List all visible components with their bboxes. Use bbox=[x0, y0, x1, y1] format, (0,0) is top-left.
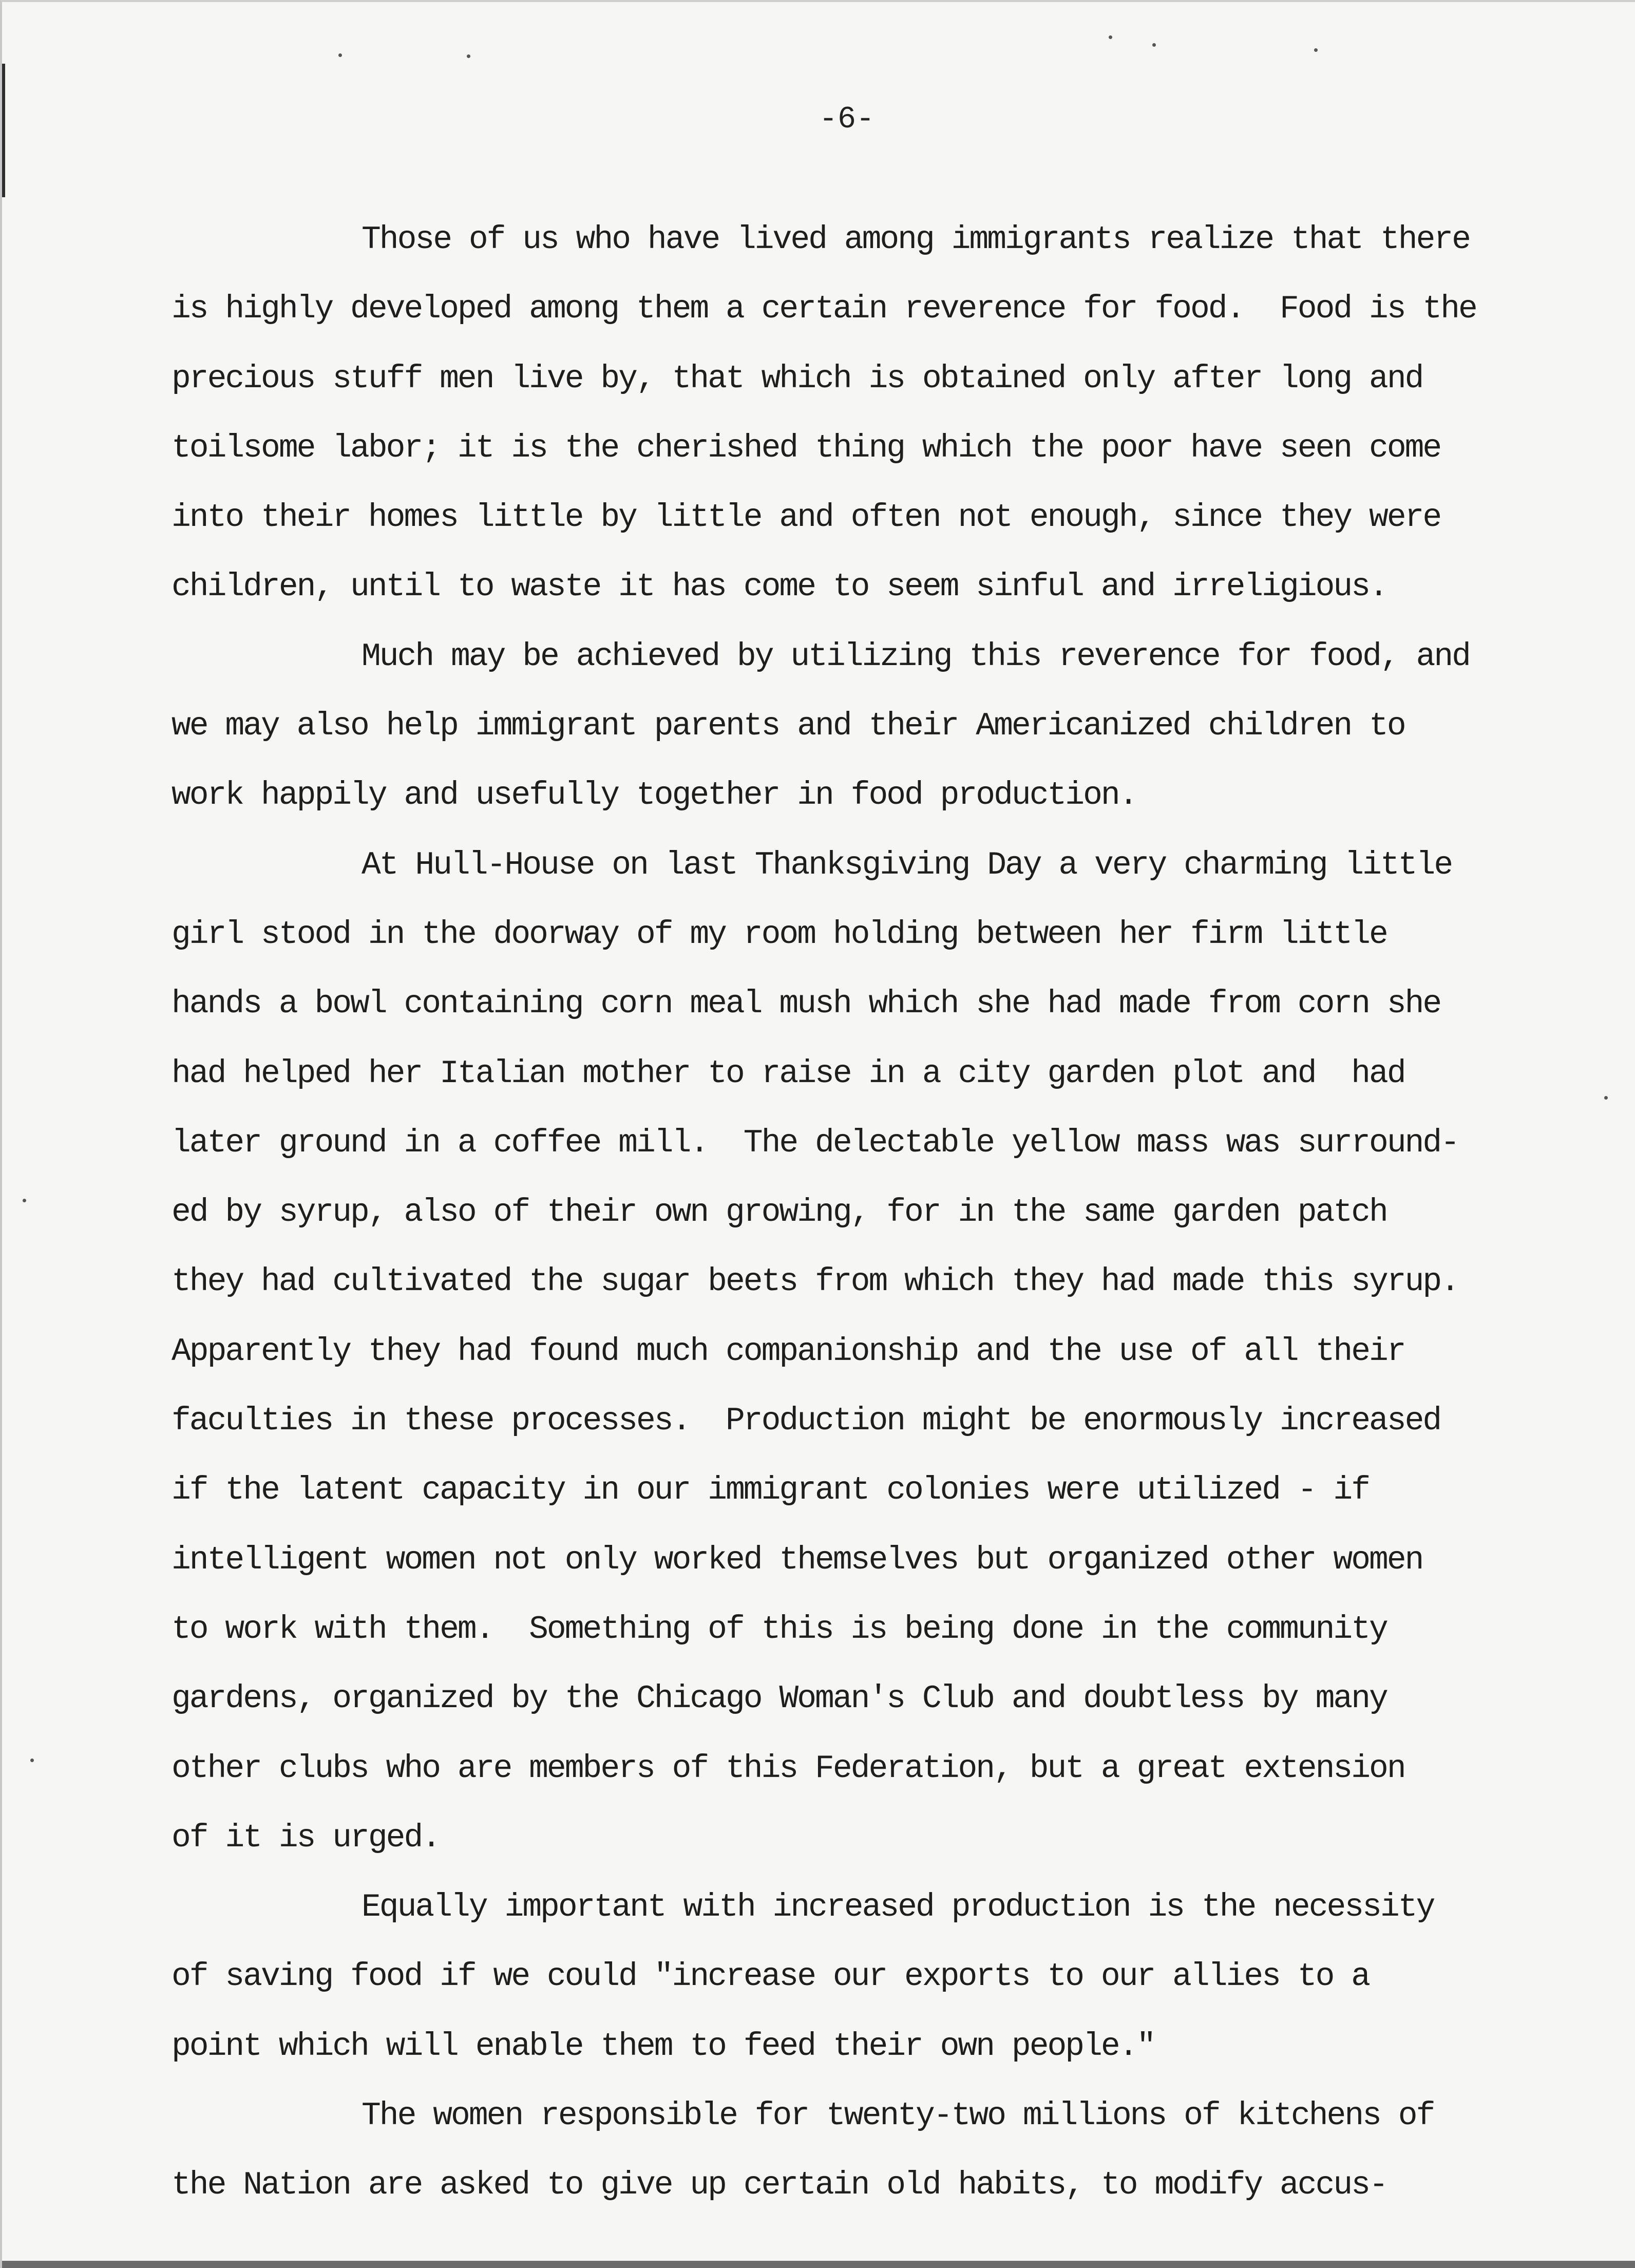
body-text bbox=[172, 205, 1594, 2220]
page-number: -6- bbox=[819, 102, 875, 137]
text-line: Those of us who have lived among immigrants realize that there bbox=[362, 221, 1470, 258]
text-line: girl stood in the doorway of my room holding between her firm little bbox=[172, 916, 1387, 953]
text-line: gardens, organized by the Chicago Woman's Club and doubtless by many bbox=[172, 1680, 1387, 1717]
text-line: they had cultivated the sugar beets from which they had made this syrup. bbox=[172, 1263, 1459, 1300]
scan-speck bbox=[1314, 48, 1318, 52]
text-line: of saving food if we could "increase our exports to our allies to a bbox=[172, 1958, 1370, 1995]
text-line: children, until to waste it has come to seem sinful and irreligious. bbox=[172, 569, 1387, 606]
text-line: to work with them. Something of this is being done in the community bbox=[172, 1611, 1387, 1648]
text-line: the Nation are asked to give up certain old habits, to modify accus- bbox=[172, 2167, 1387, 2204]
scan-bottom-border bbox=[2, 2261, 1635, 2268]
scan-speck bbox=[467, 54, 470, 58]
text-line: intelligent women not only worked themselves but organized other women bbox=[172, 1541, 1423, 1578]
scan-edge-shadow bbox=[2, 64, 5, 197]
text-line: into their homes little by little and often not enough, since they were bbox=[172, 499, 1441, 536]
text-line: toilsome labor; it is the cherished thing which the poor have seen come bbox=[172, 429, 1441, 466]
text-line: The women responsible for twenty-two millions of kitchens of bbox=[362, 2097, 1434, 2134]
text-line: other clubs who are members of this Federation, but a great extension bbox=[172, 1750, 1405, 1787]
text-line: if the latent capacity in our immigrant colonies were utilized - if bbox=[172, 1472, 1370, 1509]
text-line: later ground in a coffee mill. The delectable yellow mass was surround- bbox=[172, 1124, 1459, 1161]
text-line: point which will enable them to feed their own people." bbox=[172, 2028, 1155, 2065]
text-line: work happily and usefully together in food production. bbox=[172, 777, 1137, 814]
scan-speck bbox=[1604, 1096, 1608, 1100]
text-line: ed by syrup, also of their own growing, for in the same garden patch bbox=[172, 1194, 1387, 1231]
text-line: faculties in these processes. Production might be enormously increased bbox=[172, 1403, 1441, 1440]
text-line: Equally important with increased production is the necessity bbox=[362, 1889, 1434, 1926]
scan-speck bbox=[338, 53, 342, 57]
text-line: of it is urged. bbox=[172, 1819, 440, 1856]
scan-speck bbox=[23, 1199, 26, 1202]
text-line: At Hull-House on last Thanksgiving Day a very charming little bbox=[362, 846, 1452, 883]
text-line: had helped her Italian mother to raise in a city garden plot and had bbox=[172, 1055, 1405, 1092]
text-line: Much may be achieved by utilizing this reverence for food, and bbox=[362, 638, 1470, 675]
scan-speck bbox=[1109, 35, 1112, 39]
text-line: hands a bowl containing corn meal mush which she had made from corn she bbox=[172, 986, 1441, 1023]
text-line: Apparently they had found much companionship and the use of all their bbox=[172, 1333, 1405, 1370]
scan-speck bbox=[30, 1759, 34, 1762]
scan-speck bbox=[1152, 43, 1156, 47]
text-line: we may also help immigrant parents and their Americanized children to bbox=[172, 708, 1405, 745]
text-line: is highly developed among them a certain reverence for food. Food is the bbox=[172, 291, 1476, 328]
text-line: precious stuff men live by, that which is obtained only after long and bbox=[172, 360, 1423, 397]
